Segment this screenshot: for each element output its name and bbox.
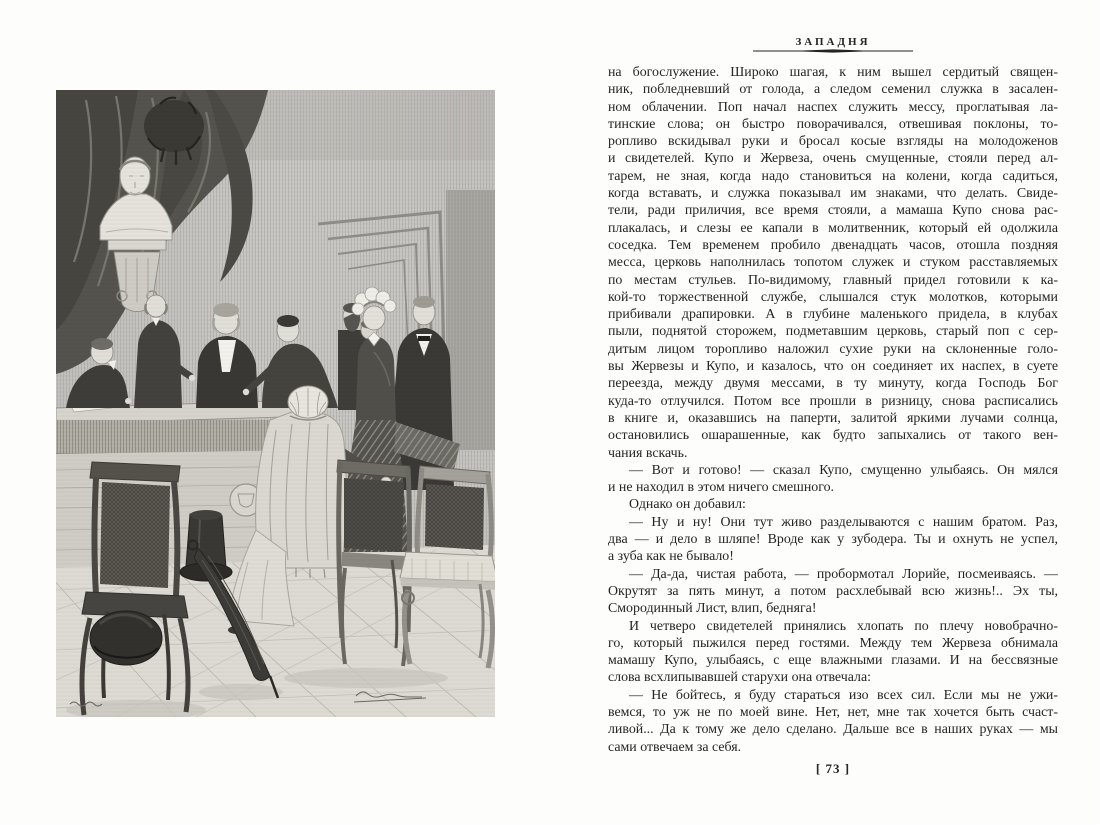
text-line: сами отвечаем за себя.	[608, 739, 742, 755]
text-line: ропливо вскидывал руки и бросал косые взгляды на молодоженов	[608, 134, 1058, 150]
header-rule	[608, 47, 1058, 65]
text-line: ливой... Да к тому же дело сделано. Дальше все в наших руках — мы	[608, 722, 1058, 738]
text-line: вемся, то уж не по моей вине. Нет, нет, мне так хочется быть счаст-	[608, 704, 1058, 720]
text-column	[608, 64, 1058, 756]
text-line: го, который пыжился перед гостями. Между тем Жервеза обнимала	[608, 635, 1058, 651]
text-line: тинские слова; он быстро поворачивался, отвешивая поклоны, то-	[608, 116, 1058, 132]
text-line: в книге и, оказавшись на паперти, залитой яркими лучами солнца,	[608, 410, 1058, 426]
text-line: соседка. Тем временем пробило двенадцать часов, отошла поздняя	[608, 237, 1058, 253]
text-line: Смородинный Лист, влип, бедняга!	[608, 601, 817, 617]
text-line: когда вставать, и служка показывал им знаками, что делать. Свиде-	[608, 186, 1058, 202]
text-line: ник, побледневший от голода, а следом семенил служка в засален-	[608, 82, 1058, 98]
text-line: кой-то торжественной службе, слышался стук молотков, которыми	[608, 289, 1058, 305]
text-line: переезда, между двумя мессами, в ту минуту, когда Господь Бог	[608, 376, 1058, 392]
text-line: чания вскачь.	[608, 445, 688, 461]
right-page	[550, 0, 1100, 825]
text-line: месса, церковь наполнилась топотом служек и стуком расставляемых	[608, 255, 1058, 271]
running-head: ЗАПАДНЯ	[795, 36, 871, 48]
text-line: ном облачении. Поп начал наспех служить мессу, проглатывая ла-	[608, 99, 1058, 115]
page-footer	[608, 760, 1058, 778]
text-line: по местам стульев. По-видимому, главный придел готовили к ка-	[608, 272, 1058, 288]
text-line: остановились ошарашенные, как будто запыхались от такого вен-	[608, 428, 1058, 444]
text-line: тарем, не зная, когда надо становиться на колени, когда садиться,	[608, 168, 1058, 184]
text-line: слова всхлипывавшей старухи она отвечала:	[608, 670, 871, 686]
text-line: — Вот и готово! — сказал Купо, смущенно улыбаясь. Он мялся	[629, 462, 1058, 478]
text-line: дитым лицом торопливо наложил сухие руки на склоненные голо-	[608, 341, 1058, 357]
engraving-svg	[56, 90, 495, 717]
text-line: вы Жервезы и Купо, и казалось, что он соединяет их наспех, в суете	[608, 359, 1058, 375]
text-line: пыли, поднятой сторожем, подметавшим церковь, старый поп с сер-	[608, 324, 1058, 340]
text-line: — Да-да, чистая работа, — пробормотал Лорийе, посмеиваясь. —	[629, 566, 1058, 582]
text-line: и свидетелей. Купо и Жервеза, очень смущенные, стояли перед ал-	[608, 151, 1058, 167]
text-line: — Ну и ну! Они тут живо разделываются с нашим братом. Раз,	[629, 514, 1058, 530]
header-rule-svg	[753, 47, 913, 55]
text-line: на богослужение. Широко шагая, к ним вышел сердитый священ-	[608, 65, 1058, 80]
text-line: и не находил в этом ничего смешного.	[608, 480, 835, 496]
text-line: прибивали драпировки. А в глубине маленького придела, в клубах	[608, 307, 1058, 323]
engraving-illustration	[56, 90, 495, 717]
text-line: два — и дело в шляпе! Вроде как у зубодера. Ты и охнуть не успел,	[608, 532, 1058, 548]
page-number: [ 73 ]	[815, 761, 851, 776]
text-line: а зуба как не бывало!	[608, 549, 734, 565]
text-line: Однако он добавил:	[629, 497, 746, 513]
text-line: И четверо свидетелей принялись хлопать по плечу новобрачно-	[629, 618, 1058, 634]
text-line: — Не бойтесь, я буду стараться изо всех сил. Если мы не ужи-	[629, 687, 1058, 703]
text-line: плакалась, и слезы ее капали в молитвенник, который ей одолжила	[608, 220, 1058, 236]
text-line: тели, ради приличия, все время стояли, а мамаша Купо снова рас-	[608, 203, 1058, 219]
text-line: куда-то отлучился. Потом все прошли в ризницу, снова расписались	[608, 393, 1058, 409]
text-line: Окрутят за пять минут, а потом расхлебывай всю жизнь!.. Эх ты,	[608, 583, 1058, 599]
engraving-texture-overlay	[56, 90, 495, 717]
text-line: мамашу Купо, улыбаясь, с еще влажными глазами. И на бессвязные	[608, 653, 1058, 669]
